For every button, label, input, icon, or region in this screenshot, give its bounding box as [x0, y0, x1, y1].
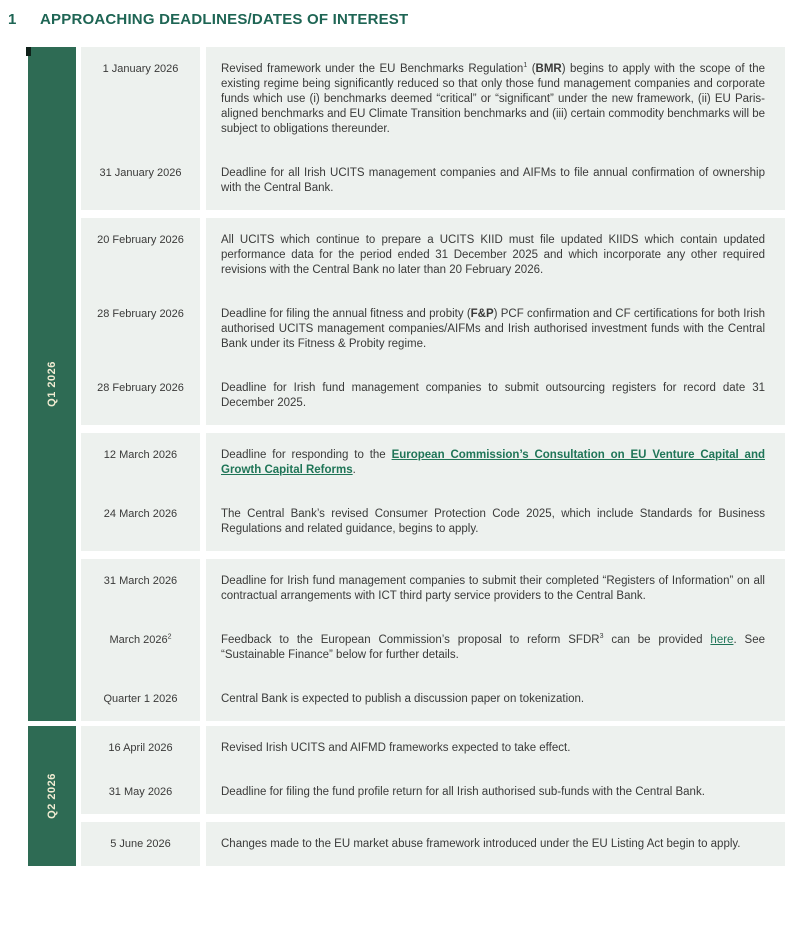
date-cell [81, 292, 200, 366]
text-segment: Feedback to the European Commission’s proposal to reform SFDR [221, 634, 600, 646]
description-cell [206, 770, 785, 814]
description-cell [206, 292, 785, 366]
description-cell [206, 618, 785, 677]
row-group [81, 218, 785, 425]
section-number: 1 [8, 11, 17, 28]
text-segment: ) PCF confirmation and CF certifications for both Irish authorised UCITS management companies/AIFMs and Irish authorised investment funds with the Central Bank under its Fitness & Probity regime. [221, 308, 765, 350]
description-cell [206, 47, 785, 151]
quarter-label: Q1 2026 [45, 361, 58, 407]
quarter-bar-q1-2026 [28, 47, 76, 721]
date-text: 28 February 2026 [97, 382, 184, 394]
text-segment: Deadline for responding to the [221, 449, 392, 461]
text-segment: Deadline for filing the annual fitness and probity ( [221, 308, 471, 320]
date-footnote-marker: 2 [167, 633, 172, 641]
date-text: 20 February 2026 [97, 234, 184, 246]
description-cell [206, 822, 785, 866]
date-text: 31 May 2026 [108, 786, 173, 798]
date-text: 24 March 2026 [103, 508, 178, 520]
date-text: 28 February 2026 [97, 308, 184, 320]
quarter-rows [81, 47, 785, 721]
description-cell [206, 366, 785, 425]
row-group [81, 559, 785, 721]
text-segment: Changes made to the EU market abuse framework introduced under the EU Listing Act begin to apply. [221, 838, 741, 850]
date-cell [81, 559, 200, 618]
row-group [81, 47, 785, 210]
corner-mark [26, 47, 31, 56]
text-segment: . [352, 464, 356, 476]
deadline-row [81, 677, 785, 721]
date-text: 16 April 2026 [108, 742, 173, 754]
date-cell [81, 677, 200, 721]
deadline-row [81, 559, 785, 618]
quarter-section-q2-2026 [28, 726, 785, 866]
text-segment: Deadline for Irish fund management companies to submit outsourcing registers for record date 31 December 2025. [221, 382, 765, 409]
date-text: 31 March 2026 [103, 575, 178, 587]
quarter-label: Q2 2026 [45, 773, 58, 819]
footnote-marker: 1 [523, 62, 528, 70]
deadline-row [81, 292, 785, 366]
text-segment: . See “Sustainable Finance” below for further details. [221, 634, 765, 661]
text-segment: ) begins to apply with the scope of the existing regime being significantly reduced so that only those fund management companies and corporate funds which use (i) benchmarks deemed “critical” or “significant” under the new framework, (ii) EU Paris-aligned benchmarks and EU Climate Transition benchmarks and (iii) certain commodity benchmarks will be subject to obligations thereunder. [221, 63, 765, 135]
here-link[interactable]: here [710, 634, 734, 646]
text-segment: Central Bank is expected to publish a discussion paper on tokenization. [221, 693, 585, 705]
date-cell [81, 366, 200, 425]
deadline-row [81, 366, 785, 425]
date-text: 5 June 2026 [110, 838, 171, 850]
deadline-row [81, 47, 785, 151]
date-cell [81, 433, 200, 492]
deadline-row [81, 151, 785, 210]
description-cell [206, 726, 785, 770]
quarter-section-q1-2026 [28, 47, 785, 721]
description-cell [206, 218, 785, 292]
section-title: APPROACHING DEADLINES/DATES OF INTEREST [40, 11, 409, 28]
eu-venture-capital-consultation-link[interactable]: European Commission’s Consultation on EU Venture Capital and Growth Capital Reforms [221, 449, 765, 476]
text-segment: Deadline for Irish fund management companies to submit their completed “Registers of Information” on all contractual arrangements with ICT third party service providers to the Central Bank. [221, 575, 765, 602]
date-text: 31 January 2026 [99, 167, 182, 179]
text-segment: ( [527, 63, 536, 75]
date-text: Quarter 1 2026 [103, 693, 178, 705]
description-cell [206, 433, 785, 492]
deadline-row [81, 492, 785, 551]
deadline-row [81, 218, 785, 292]
text-segment: can be provided [603, 634, 711, 646]
text-segment: Revised Irish UCITS and AIFMD frameworks expected to take effect. [221, 742, 571, 754]
quarter-bar-q2-2026 [28, 726, 76, 866]
deadlines-table [28, 47, 785, 871]
date-cell [81, 151, 200, 210]
description-cell [206, 151, 785, 210]
date-text: 12 March 2026 [103, 449, 178, 461]
row-group [81, 726, 785, 814]
footnote-marker: 3 [599, 633, 604, 641]
date-cell [81, 492, 200, 551]
deadline-row [81, 618, 785, 677]
text-segment: All UCITS which continue to prepare a UCITS KIID must file updated KIIDS which contain updated performance data for the period ended 31 December 2025 and which incorporate any other required revisions with the Central Bank no later than 20 February 2026. [221, 234, 765, 276]
deadline-row [81, 770, 785, 814]
description-cell [206, 492, 785, 551]
text-segment: Deadline for filing the fund profile return for all Irish authorised sub-funds with the Central Bank. [221, 786, 705, 798]
text-segment: Deadline for all Irish UCITS management companies and AIFMs to file annual confirmation of ownership with the Central Bank. [221, 167, 765, 194]
deadline-row [81, 822, 785, 866]
text-segment: The Central Bank’s revised Consumer Protection Code 2025, which include Standards for Business Regulations and related guidance, begins to apply. [221, 508, 765, 535]
quarter-rows [81, 726, 785, 866]
deadline-row [81, 433, 785, 492]
date-cell [81, 47, 200, 151]
row-group [81, 433, 785, 551]
date-cell [81, 218, 200, 292]
text-segment: BMR [535, 63, 562, 75]
date-text: 1 January 2026 [102, 63, 179, 75]
section-heading [0, 0, 800, 28]
date-cell [81, 770, 200, 814]
description-cell [206, 559, 785, 618]
date-text: March 2026 [109, 634, 168, 646]
deadline-row [81, 726, 785, 770]
row-group [81, 822, 785, 866]
date-cell [81, 822, 200, 866]
text-segment: F&P [470, 308, 494, 320]
description-cell [206, 677, 785, 721]
text-segment: Revised framework under the EU Benchmarks Regulation [221, 63, 524, 75]
date-cell [81, 618, 200, 677]
date-cell [81, 726, 200, 770]
